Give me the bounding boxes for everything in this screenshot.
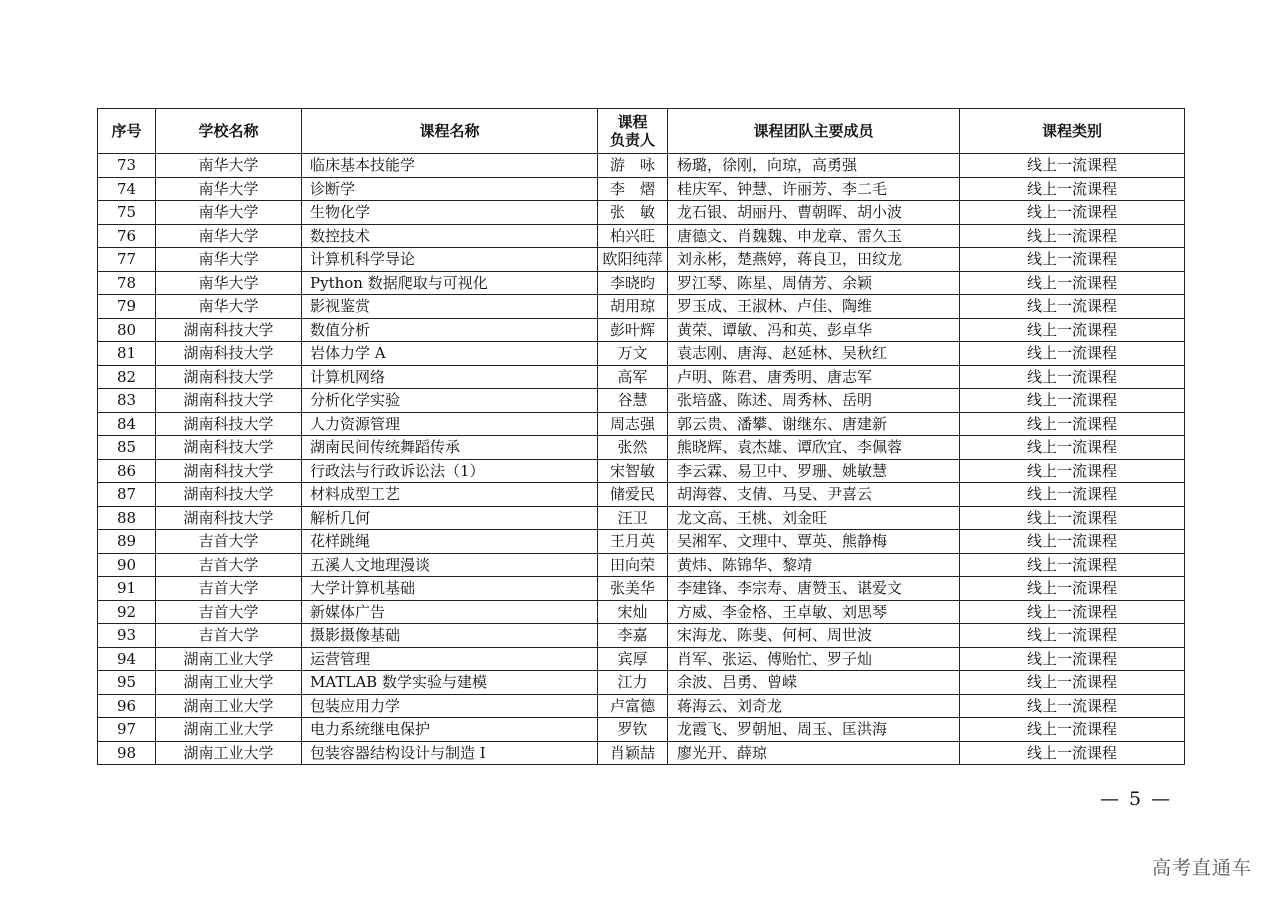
table-row [98, 553, 1185, 577]
watermark-logo-text: 高考直通车 [1151, 857, 1252, 879]
table-row [98, 483, 1185, 507]
header-course-name: 课程名称 [302, 109, 598, 154]
table-row [98, 741, 1185, 765]
cell-course-name: 分析化学实验 [302, 389, 598, 413]
cell-course-lead: 罗钦 [598, 718, 668, 742]
cell-serial-number: 95 [98, 671, 156, 695]
cell-course-lead: 李嘉 [598, 624, 668, 648]
table-row [98, 224, 1185, 248]
cell-course-name: 行政法与行政诉讼法（1） [302, 459, 598, 483]
cell-team-members: 张培盛、陈述、周秀林、岳明 [668, 389, 960, 413]
cell-course-type: 线上一流课程 [960, 224, 1185, 248]
cell-school-name: 南华大学 [156, 201, 302, 225]
cell-course-lead: 宋智敏 [598, 459, 668, 483]
cell-course-type: 线上一流课程 [960, 671, 1185, 695]
cell-team-members: 熊晓辉、袁杰雄、谭欣宜、李佩蓉 [668, 436, 960, 460]
table-row [98, 365, 1185, 389]
cell-team-members: 袁志刚、唐海、赵延林、吴秋红 [668, 342, 960, 366]
cell-course-lead: 欧阳纯萍 [598, 248, 668, 272]
cell-course-lead: 宋灿 [598, 600, 668, 624]
cell-serial-number: 94 [98, 647, 156, 671]
cell-course-type: 线上一流课程 [960, 553, 1185, 577]
cell-team-members: 肖军、张运、傅贻忙、罗子灿 [668, 647, 960, 671]
table-row [98, 577, 1185, 601]
cell-serial-number: 76 [98, 224, 156, 248]
cell-team-members: 余波、吕勇、曾嵘 [668, 671, 960, 695]
cell-course-type: 线上一流课程 [960, 647, 1185, 671]
cell-serial-number: 80 [98, 318, 156, 342]
cell-serial-number: 96 [98, 694, 156, 718]
cell-course-name: 影视鉴赏 [302, 295, 598, 319]
table-header-row [98, 109, 1185, 154]
cell-serial-number: 74 [98, 177, 156, 201]
cell-team-members: 郭云贵、潘攀、谢继东、唐建新 [668, 412, 960, 436]
table-row [98, 318, 1185, 342]
cell-course-lead: 张然 [598, 436, 668, 460]
cell-school-name: 吉首大学 [156, 577, 302, 601]
cell-course-lead: 田向荣 [598, 553, 668, 577]
table-row [98, 600, 1185, 624]
cell-school-name: 湖南工业大学 [156, 718, 302, 742]
cell-course-name: 数控技术 [302, 224, 598, 248]
cell-course-type: 线上一流课程 [960, 530, 1185, 554]
course-list-table [97, 108, 1185, 765]
cell-course-name: 包装容器结构设计与制造 I [302, 741, 598, 765]
cell-course-lead: 万文 [598, 342, 668, 366]
cell-team-members: 宋海龙、陈斐、何柯、周世波 [668, 624, 960, 648]
cell-course-name: 数值分析 [302, 318, 598, 342]
cell-serial-number: 84 [98, 412, 156, 436]
cell-serial-number: 98 [98, 741, 156, 765]
cell-course-lead: 柏兴旺 [598, 224, 668, 248]
cell-course-name: 诊断学 [302, 177, 598, 201]
cell-serial-number: 89 [98, 530, 156, 554]
table-row [98, 647, 1185, 671]
cell-serial-number: 90 [98, 553, 156, 577]
cell-team-members: 黄炜、陈锦华、黎靖 [668, 553, 960, 577]
table-row [98, 506, 1185, 530]
cell-course-lead: 江力 [598, 671, 668, 695]
cell-course-lead: 宾厚 [598, 647, 668, 671]
header-serial-number: 序号 [98, 109, 156, 154]
header-course-lead-line2: 负责人 [609, 131, 655, 149]
table-row [98, 271, 1185, 295]
cell-team-members: 刘永彬，楚燕婷，蒋良卫，田纹龙 [668, 248, 960, 272]
cell-serial-number: 82 [98, 365, 156, 389]
cell-serial-number: 93 [98, 624, 156, 648]
table-row [98, 342, 1185, 366]
cell-serial-number: 86 [98, 459, 156, 483]
cell-course-name: 新媒体广告 [302, 600, 598, 624]
cell-course-type: 线上一流课程 [960, 577, 1185, 601]
cell-school-name: 吉首大学 [156, 553, 302, 577]
cell-course-lead: 游 咏 [598, 154, 668, 178]
cell-team-members: 唐德文、肖魏魏、申龙章、雷久玉 [668, 224, 960, 248]
table-row [98, 624, 1185, 648]
cell-serial-number: 92 [98, 600, 156, 624]
cell-team-members: 龙文高、王桃、刘金旺 [668, 506, 960, 530]
cell-team-members: 蒋海云、刘奇龙 [668, 694, 960, 718]
cell-school-name: 湖南科技大学 [156, 389, 302, 413]
table-row [98, 459, 1185, 483]
cell-course-type: 线上一流课程 [960, 718, 1185, 742]
cell-course-name: 人力资源管理 [302, 412, 598, 436]
cell-course-name: 计算机网络 [302, 365, 598, 389]
cell-course-name: 运营管理 [302, 647, 598, 671]
cell-school-name: 南华大学 [156, 154, 302, 178]
cell-course-type: 线上一流课程 [960, 271, 1185, 295]
table-row [98, 694, 1185, 718]
table-row [98, 412, 1185, 436]
cell-team-members: 龙霞飞、罗朝旭、周玉、匡洪海 [668, 718, 960, 742]
cell-school-name: 南华大学 [156, 224, 302, 248]
cell-course-name: 摄影摄像基础 [302, 624, 598, 648]
table-row [98, 436, 1185, 460]
cell-course-lead: 王月英 [598, 530, 668, 554]
cell-course-type: 线上一流课程 [960, 741, 1185, 765]
cell-serial-number: 88 [98, 506, 156, 530]
table-row [98, 177, 1185, 201]
header-course-lead-line1: 课程 [617, 113, 648, 131]
cell-serial-number: 87 [98, 483, 156, 507]
table-row [98, 201, 1185, 225]
cell-team-members: 廖光开、薛琼 [668, 741, 960, 765]
cell-course-name: 湖南民间传统舞蹈传承 [302, 436, 598, 460]
cell-course-type: 线上一流课程 [960, 295, 1185, 319]
cell-course-lead: 汪卫 [598, 506, 668, 530]
cell-course-type: 线上一流课程 [960, 624, 1185, 648]
cell-school-name: 湖南工业大学 [156, 647, 302, 671]
cell-team-members: 李建锋、李宗寿、唐赞玉、谌爱文 [668, 577, 960, 601]
cell-team-members: 黄荣、谭敏、冯和英、彭卓华 [668, 318, 960, 342]
cell-school-name: 吉首大学 [156, 624, 302, 648]
table-row [98, 530, 1185, 554]
cell-course-lead: 储爱民 [598, 483, 668, 507]
header-course-lead [598, 109, 668, 154]
cell-school-name: 湖南科技大学 [156, 436, 302, 460]
cell-school-name: 吉首大学 [156, 600, 302, 624]
cell-school-name: 湖南科技大学 [156, 318, 302, 342]
cell-course-lead: 周志强 [598, 412, 668, 436]
cell-course-name: MATLAB 数学实验与建模 [302, 671, 598, 695]
cell-school-name: 湖南科技大学 [156, 483, 302, 507]
cell-school-name: 湖南科技大学 [156, 342, 302, 366]
cell-course-type: 线上一流课程 [960, 506, 1185, 530]
cell-school-name: 湖南科技大学 [156, 459, 302, 483]
table-row [98, 154, 1185, 178]
cell-school-name: 湖南科技大学 [156, 365, 302, 389]
header-team-members: 课程团队主要成员 [668, 109, 960, 154]
table-body [98, 154, 1185, 765]
cell-course-lead: 彭叶辉 [598, 318, 668, 342]
cell-serial-number: 78 [98, 271, 156, 295]
cell-school-name: 湖南工业大学 [156, 671, 302, 695]
cell-course-name: 电力系统继电保护 [302, 718, 598, 742]
cell-serial-number: 97 [98, 718, 156, 742]
cell-team-members: 罗江琴、陈星、周倩芳、余颖 [668, 271, 960, 295]
cell-course-name: 大学计算机基础 [302, 577, 598, 601]
cell-serial-number: 73 [98, 154, 156, 178]
cell-school-name: 南华大学 [156, 271, 302, 295]
cell-serial-number: 81 [98, 342, 156, 366]
course-list-table-container [97, 108, 1184, 765]
cell-course-type: 线上一流课程 [960, 365, 1185, 389]
table-row [98, 389, 1185, 413]
cell-team-members: 桂庆军、钟慧、许丽芳、李二毛 [668, 177, 960, 201]
cell-school-name: 湖南工业大学 [156, 694, 302, 718]
page-number: — 5 — [1100, 788, 1173, 810]
cell-course-name: 计算机科学导论 [302, 248, 598, 272]
cell-course-lead: 肖颖喆 [598, 741, 668, 765]
cell-course-type: 线上一流课程 [960, 483, 1185, 507]
cell-team-members: 罗玉成、王淑林、卢佳、陶维 [668, 295, 960, 319]
table-row [98, 671, 1185, 695]
cell-course-lead: 李晓昀 [598, 271, 668, 295]
cell-course-name: 花样跳绳 [302, 530, 598, 554]
cell-course-name: 生物化学 [302, 201, 598, 225]
header-course-type: 课程类别 [960, 109, 1185, 154]
cell-team-members: 李云霖、易卫中、罗珊、姚敏慧 [668, 459, 960, 483]
table-row [98, 295, 1185, 319]
cell-serial-number: 91 [98, 577, 156, 601]
cell-course-type: 线上一流课程 [960, 600, 1185, 624]
header-school-name: 学校名称 [156, 109, 302, 154]
cell-course-name: 包装应用力学 [302, 694, 598, 718]
cell-course-lead: 李 熠 [598, 177, 668, 201]
cell-team-members: 龙石银、胡丽丹、曹朝晖、胡小波 [668, 201, 960, 225]
cell-course-lead: 高军 [598, 365, 668, 389]
table-row [98, 718, 1185, 742]
cell-team-members: 方威、李金格、王卓敏、刘思琴 [668, 600, 960, 624]
cell-school-name: 湖南科技大学 [156, 506, 302, 530]
cell-team-members: 卢明、陈君、唐秀明、唐志军 [668, 365, 960, 389]
cell-course-name: 五溪人文地理漫谈 [302, 553, 598, 577]
cell-course-name: 岩体力学 A [302, 342, 598, 366]
cell-course-type: 线上一流课程 [960, 412, 1185, 436]
cell-course-name: 临床基本技能学 [302, 154, 598, 178]
cell-course-type: 线上一流课程 [960, 459, 1185, 483]
cell-serial-number: 75 [98, 201, 156, 225]
cell-team-members: 胡海蓉、支倩、马旻、尹喜云 [668, 483, 960, 507]
cell-school-name: 南华大学 [156, 248, 302, 272]
cell-team-members: 吴湘军、文理中、覃英、熊静梅 [668, 530, 960, 554]
cell-course-type: 线上一流课程 [960, 318, 1185, 342]
cell-course-name: Python 数据爬取与可视化 [302, 271, 598, 295]
cell-course-lead: 张 敏 [598, 201, 668, 225]
cell-course-type: 线上一流课程 [960, 201, 1185, 225]
cell-course-type: 线上一流课程 [960, 248, 1185, 272]
cell-serial-number: 83 [98, 389, 156, 413]
cell-course-type: 线上一流课程 [960, 389, 1185, 413]
cell-school-name: 吉首大学 [156, 530, 302, 554]
cell-course-type: 线上一流课程 [960, 694, 1185, 718]
cell-school-name: 湖南工业大学 [156, 741, 302, 765]
cell-team-members: 杨璐，徐刚，向琼，高勇强 [668, 154, 960, 178]
cell-course-type: 线上一流课程 [960, 436, 1185, 460]
table-row [98, 248, 1185, 272]
cell-course-type: 线上一流课程 [960, 154, 1185, 178]
cell-school-name: 湖南科技大学 [156, 412, 302, 436]
cell-course-type: 线上一流课程 [960, 342, 1185, 366]
cell-course-lead: 张美华 [598, 577, 668, 601]
cell-serial-number: 77 [98, 248, 156, 272]
cell-school-name: 南华大学 [156, 295, 302, 319]
cell-course-lead: 胡用琼 [598, 295, 668, 319]
cell-course-name: 解析几何 [302, 506, 598, 530]
cell-school-name: 南华大学 [156, 177, 302, 201]
cell-course-lead: 谷慧 [598, 389, 668, 413]
cell-serial-number: 79 [98, 295, 156, 319]
cell-course-lead: 卢富德 [598, 694, 668, 718]
cell-course-name: 材料成型工艺 [302, 483, 598, 507]
cell-course-type: 线上一流课程 [960, 177, 1185, 201]
cell-serial-number: 85 [98, 436, 156, 460]
